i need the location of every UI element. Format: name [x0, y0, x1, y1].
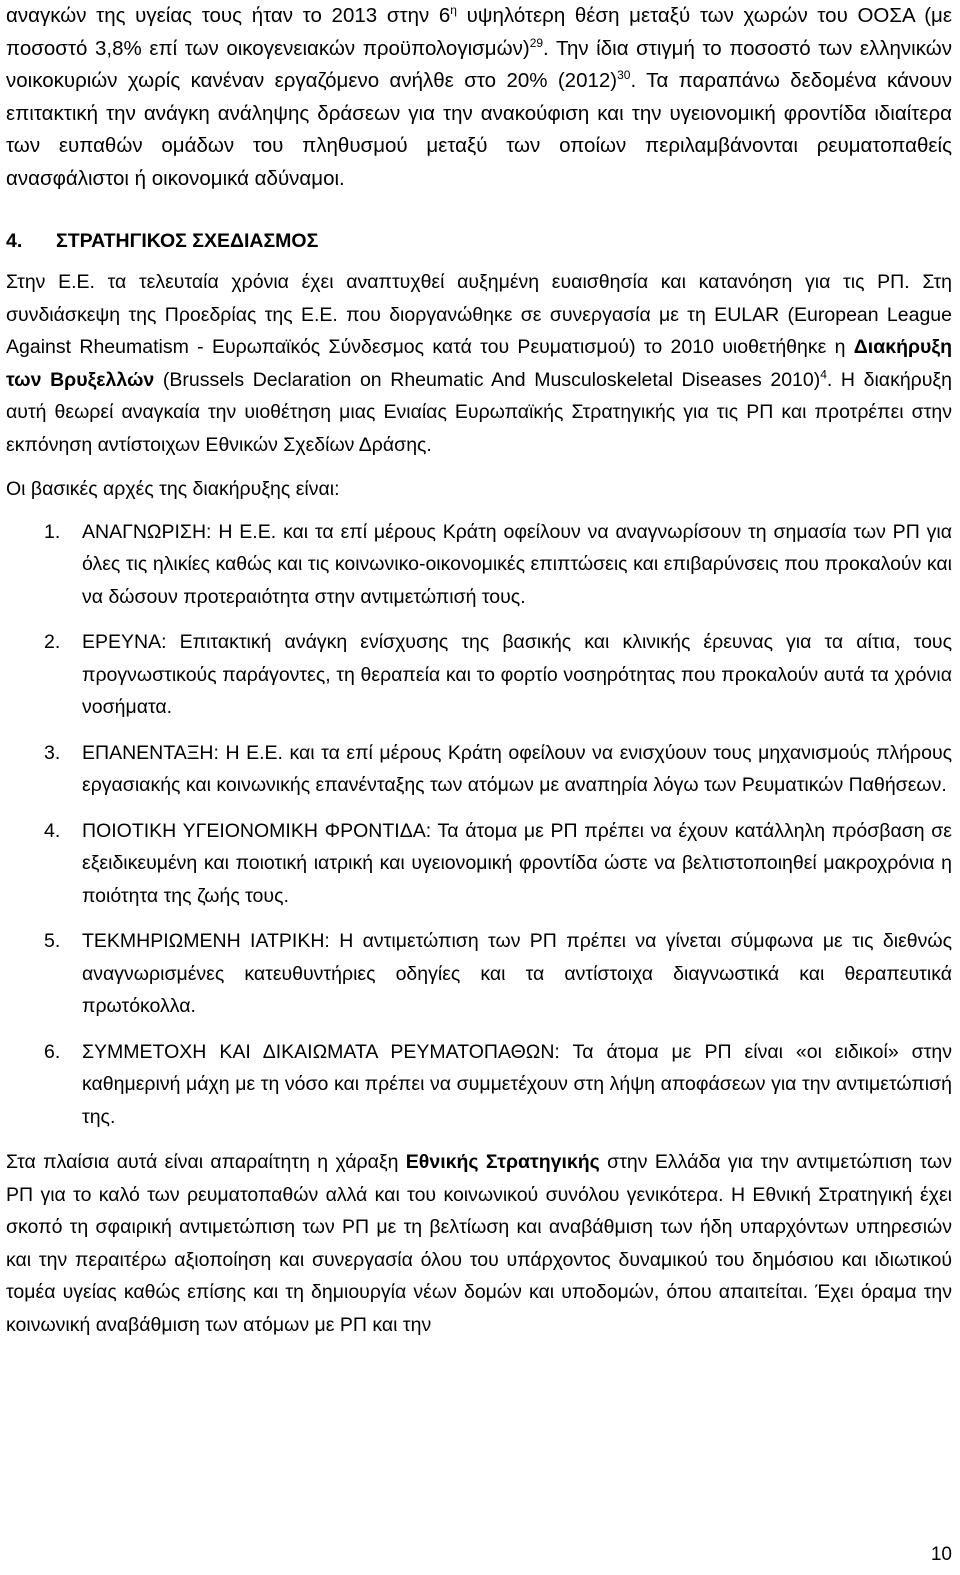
intro-paragraph	[6, 0, 952, 195]
footnote-ref-4[interactable]: 4	[820, 367, 827, 381]
intro-text-1: αναγκών της υγείας τους ήταν το 2013 στην 6	[6, 4, 451, 27]
list-item-text: ΤΕΚΜΗΡΙΩΜΕΝΗ ΙΑΤΡΙΚΗ: Η αντιμετώπιση των ΡΠ πρέπει να γίνεται σύμφωνα με τις διεθνώς αναγνωρισμένες κατευθυντήριες οδηγίες και τα αντίστοιχα διαγνωστικά και θεραπευτικά πρωτόκολλα.	[82, 930, 952, 1017]
list-item-text: ΑΝΑΓΝΩΡΙΣΗ: Η Ε.Ε. και τα επί μέρους Κράτη οφείλουν να αναγνωρίσουν τη σημασία των ΡΠ για όλες τις ηλικίες καθώς και τις κοινωνικο-οικονομικές επιπτώσεις και επιβαρύνσεις που προκαλούν και να δώσουν προτεραιότητα στην αντιμετώπισή τους.	[82, 520, 952, 608]
closing-paragraph	[6, 1146, 952, 1341]
list-item-number: 5.	[44, 930, 61, 952]
national-strategy-bold: Εθνικής Στρατηγικής	[405, 1151, 600, 1173]
list-item	[6, 815, 952, 913]
list-item-number: 1.	[44, 520, 61, 543]
eu-paragraph	[6, 266, 952, 461]
page-number: 10	[930, 1544, 952, 1565]
footnote-ref-29[interactable]: 29	[529, 35, 544, 50]
list-item-text: ΕΠΑΝΕΝΤΑΞΗ: Η Ε.Ε. και τα επί μέρους Κράτη οφείλουν να ενισχύουν τους μηχανισμούς πλήρους εργασιακής και κοινωνικής επανένταξης των ατόμων με αναπηρία λόγω των Ρευματικών Παθήσεων.	[82, 741, 952, 796]
eu-text-2: (Brussels Declaration on Rheumatic And Musculoskeletal Diseases 2010)	[154, 368, 821, 391]
section-heading	[6, 226, 952, 256]
list-item	[6, 925, 952, 1023]
footnote-ref-30[interactable]: 30	[617, 68, 631, 83]
intro-text-3: . Την ίδια στιγμή το ποσοστό των ελληνικών νοικοκυριών χωρίς κανέναν εργαζόμενο ανήλθε στο 20% (2012)	[6, 36, 952, 92]
document-page	[6, 0, 952, 1341]
superscript-ordinal: η	[450, 3, 457, 18]
list-item	[6, 1036, 952, 1134]
closing-text-2: στην Ελλάδα για την αντιμετώπιση των ΡΠ για το καλό των ρευματοπαθών αλλά και του κοινωνικού συνόλου γενικότερα. Η Εθνική Στρατηγική έχει σκοπό τη σφαιρική αντιμετώπιση των ΡΠ με τη βελτίωση και αναβάθμιση των ήδη υπαρχόντων υπηρεσιών και την περαιτέρω αξιοποίηση και συνεργασία όλου του υπάρχοντος δυναμικού του δημόσιου και ιδιωτικού τομέα υγείας καθώς επίσης και τη δημιουργία νέων δομών και υποδομών, όπου απαιτείται. Έχει όραμα την κοινωνική αναβάθμιση των ατόμων με ΡΠ και την	[6, 1151, 953, 1336]
eu-text-1: Στην Ε.Ε. τα τελευταία χρόνια έχει αναπτυχθεί αυξημένη ευαισθησία και κατανόηση για τις ΡΠ. Στη συνδιάσκεψη της Προεδρίας της Ε.Ε. που διοργανώθηκε σε συνεργασία με τη EULAR (European League Against Rheumatism - Ευρωπαϊκός Σύνδεσμος κατά του Ρευματισμού) το 2010 υιοθετήθηκε η	[6, 271, 952, 358]
list-item-number: 3.	[44, 741, 61, 764]
list-item-text: ΕΡΕΥΝΑ: Επιτακτική ανάγκη ενίσχυσης της βασικής και κλινικής έρευνας για τα αίτια, τους προγνωστικούς παράγοντες, τη θεραπεία και το φορτίο νοσηρότητας που προκαλούν αυτά τα χρόνια νοσήματα.	[82, 631, 952, 718]
list-item	[6, 737, 952, 802]
closing-text-1: Στα πλαίσια αυτά είναι απαραίτητη η χάραξη	[6, 1151, 406, 1173]
section-number: 4.	[6, 230, 23, 252]
intro-text-2: υψηλότερη θέση μεταξύ των χωρών του ΟΟΣΑ (με ποσοστό 3,8% επί των οικογενειακών προϋπολογισμών)	[6, 4, 952, 60]
principles-intro: Οι βασικές αρχές της διακήρυξης είναι:	[6, 478, 340, 500]
list-item-text: ΣΥΜΜΕΤΟΧΗ ΚΑΙ ΔΙΚΑΙΩΜΑΤΑ ΡΕΥΜΑΤΟΠΑΘΩΝ: Τα άτομα με ΡΠ είναι «οι ειδικοί» στην καθημερινή μάχη με τη νόσο και πρέπει να συμμετέχουν στη λήψη αποφάσεων για την αντιμετώπισή της.	[82, 1040, 952, 1128]
brussels-declaration-bold: Διακήρυξη των Βρυξελλών	[6, 336, 952, 391]
list-item	[6, 626, 952, 724]
principles-list	[6, 516, 952, 1134]
eu-text-3: . Η διακήρυξη αυτή θεωρεί αναγκαία την υιοθέτηση μιας Ενιαίας Ευρωπαϊκής Στρατηγικής για τις ΡΠ και προτρέπει στην εκπόνηση αντίστοιχων Εθνικών Σχεδίων Δράσης.	[6, 368, 952, 456]
list-item-text: ΠΟΙΟΤΙΚΗ ΥΓΕΙΟΝΟΜΙΚΗ ΦΡΟΝΤΙΔΑ: Τα άτομα με ΡΠ πρέπει να έχουν κατάλληλη πρόσβαση σε εξειδικευμένη και ποιοτική ιατρική και υγειονομική φροντίδα ώστε να βελτιστοποιηθεί μακροχρόνια η ποιότητα της ζωής τους.	[82, 819, 952, 907]
list-item	[6, 516, 952, 614]
list-item-number: 2.	[44, 631, 61, 653]
intro-text-4: . Τα παραπάνω δεδομένα κάνουν επιτακτική την ανάγκη ανάληψης δράσεων για την ανακούφιση και την υγειονομική φροντίδα ιδιαίτερα των ευπαθών ομάδων του πληθυσμού μεταξύ των οποίων περιλαμβάνονται ρευματοπαθείς ανασφάλιστοι ή οικονομικά αδύναμοι.	[6, 69, 952, 190]
section-title: ΣΤΡΑΤΗΓΙΚΟΣ ΣΧΕΔΙΑΣΜΟΣ	[56, 230, 319, 252]
list-item-number: 4.	[44, 819, 61, 842]
list-item-number: 6.	[44, 1040, 61, 1063]
